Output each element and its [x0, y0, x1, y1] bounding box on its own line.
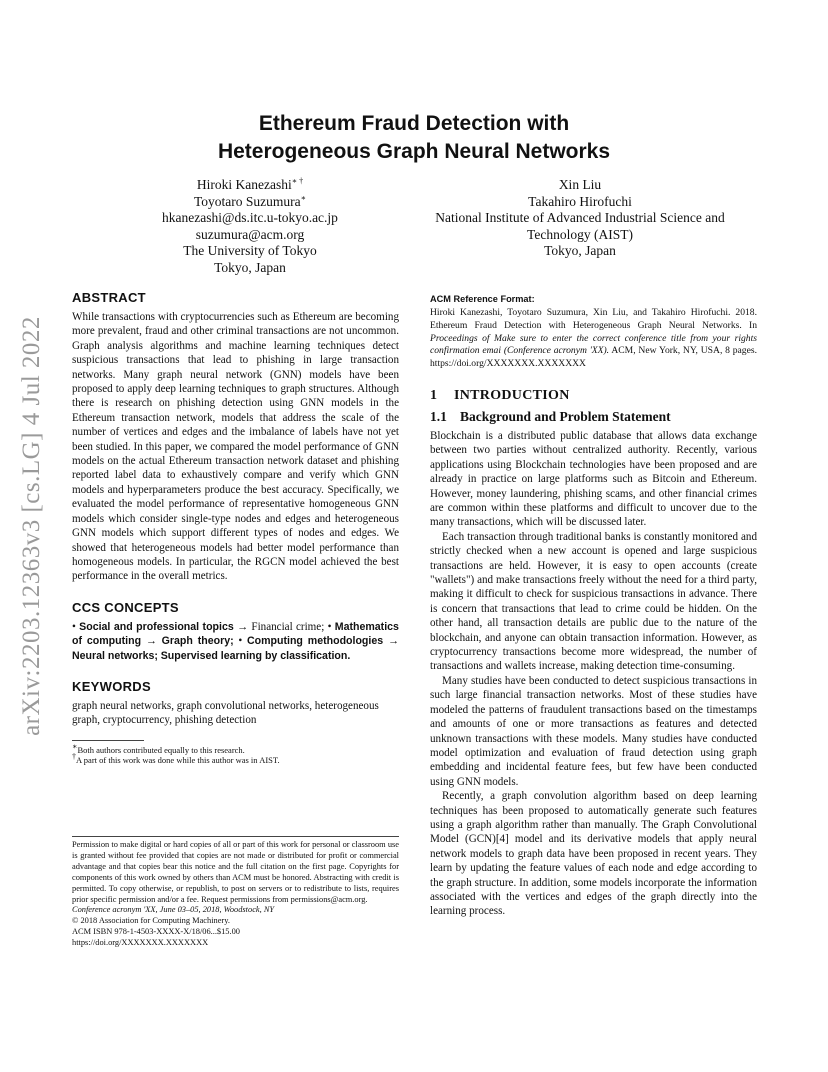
author-liu: Xin Liu: [558, 177, 602, 192]
keywords-text: graph neural networks, graph convolutional networks, heterogeneous graph, cryptocurrency, phishing detection: [72, 699, 379, 727]
ccs-term: Computing methodologies: [246, 635, 384, 648]
author-kanezashi: Hiroki Kanezashi: [196, 177, 292, 192]
author-hirofuchi: Takahiro Hirofuchi: [528, 193, 632, 209]
author-affiliation: National Institute of Advanced Industrial Science and: [435, 210, 725, 226]
arxiv-identifier-text: arXiv:2203.12363v3 [cs.LG] 4 Jul 2022: [18, 316, 45, 736]
subsection-number: 1.1: [430, 408, 447, 424]
author-marks: ∗ †: [291, 176, 304, 186]
footnote-text: Both authors contributed equally to this research.: [77, 744, 245, 755]
acm-reference-venue: Proceedings of Make sure to enter the correct conference title from your rights confirmation emai (Conference acronym 'XX).: [430, 332, 757, 357]
conference-info: Conference acronym 'XX, June 03–05, 2018, Woodstock, NY: [72, 905, 275, 915]
intro-paragraph-3: Many studies have been conducted to detect suspicious transactions in such large financial transaction networks. Most of these studies have modeled the patterns of fraudulent transactions based on the timestamps and amounts of one or more transactions as features and detected unknown transactions with these models. Many studies have conducted model optimization and evaluation of fraud detection using graph embedding and incidental feature fees, but few have been conducted using GNN models.: [430, 674, 757, 788]
ccs-term: Social and professional topics: [79, 620, 234, 633]
ccs-term: Supervised learning by classification: [160, 649, 348, 662]
footnote-mark: ∗: [72, 741, 78, 751]
ccs-concepts: [72, 620, 399, 663]
bullet: •: [327, 620, 332, 633]
author-affiliation: Technology (AIST): [527, 226, 633, 242]
arxiv-identifier: [8, 296, 56, 756]
ccs-term: Neural networks;: [72, 649, 158, 662]
author-email: hkanezashi@ds.itc.u-tokyo.ac.jp: [162, 210, 338, 226]
section-number: 1: [430, 387, 438, 403]
left-column: [72, 290, 399, 766]
author-location: Tokyo, Japan: [214, 259, 286, 275]
permission-block: [72, 836, 399, 949]
doi-link[interactable]: https://doi.org/XXXXXXX.XXXXXXX: [72, 938, 209, 948]
footnote-1: [72, 741, 399, 756]
copyright-line: © 2018 Association for Computing Machinery.: [72, 916, 230, 926]
author-affiliation: The University of Tokyo: [183, 243, 317, 259]
paper-title-line-1: Ethereum Fraud Detection with: [258, 112, 570, 135]
section-heading-introduction: [430, 387, 757, 405]
author-block-aist: [420, 177, 740, 260]
keywords-heading: KEYWORDS: [72, 678, 151, 694]
acm-reference-part: Hiroki Kanezashi, Toyotaro Suzumura, Xin Liu, and Takahiro Hirofuchi. 2018. Ethereum Fraud Detection with Heterogeneous Graph Neural Networks. In: [430, 307, 757, 331]
permission-text: Permission to make digital or hard copies of all or part of this work for personal or classroom use is granted without fee provided that copies are not made or distributed for profit or commercial advantage and that copies bear this notice and the full citation on the first page. Copyrights for components of this work owned by others than ACM must be honored. Abstracting with credit is permitted. To copy otherwise, or republish, to post on servers or to redistribute to lists, requires prior specific permission and/or a fee. Request permissions from permissions@acm.org.: [72, 840, 399, 904]
ccs-term: Financial crime;: [251, 620, 325, 633]
permission-rule: [72, 836, 399, 837]
section-title: INTRODUCTION: [454, 387, 570, 403]
arrow: →: [237, 620, 249, 633]
footnote-mark: †: [72, 752, 76, 762]
paper-title: [0, 110, 828, 166]
arrow: →: [145, 635, 157, 648]
author-location: Tokyo, Japan: [544, 243, 616, 259]
isbn-line: ACM ISBN 978-1-4503-XXXX-X/18/06...$15.00: [72, 927, 240, 937]
arrow: →: [387, 635, 399, 648]
ccs-term: Graph theory;: [161, 635, 234, 648]
right-column: [430, 293, 757, 919]
author-email: suzumura@acm.org: [195, 226, 305, 242]
author-name: [160, 177, 340, 194]
bullet: •: [72, 620, 76, 633]
abstract-text: While transactions with cryptocurrencies such as Ethereum are becoming more prevalent, fraud and other criminal transactions are not uncommon. Graph analysis algorithms and machine learning techniques detect suspicious transactions that lead to phishing in large transaction networks. Many graph neural network (GNN) models have been proposed to apply deep learning techniques to graph structures. Although there is research on phishing detection using GNN models in the Ethereum transaction network, models that address the scale of the number of vertices and edges and the imbalance of labels have not yet been studied. In this paper, we compared the model performance of GNN models on the actual Ethereum transaction network dataset and phishing reported label data to exhaustively compare and verify which GNN models and hyperparameters produce the best accuracy. Specifically, we evaluated the model performance of representative homogeneous GNN models which consider single-type nodes and edges and heterogeneous GNN models which support different types of nodes and edges. We showed that heterogeneous models had better model performance than homogeneous models. In particular, the RGCN model achieved the best performance in the overall metrics.: [72, 311, 399, 583]
author-name: [160, 194, 340, 211]
period: .: [347, 649, 351, 662]
bullet: •: [238, 635, 243, 648]
footnote-text: A part of this work was done while this author was in AIST.: [76, 755, 280, 766]
acm-reference-part: ACM, New York, NY, USA, 8 pages. https://doi.org/XXXXXXX.XXXXXXX: [430, 345, 757, 370]
ccs-term: Mathematics of computing: [72, 620, 399, 648]
ccs-heading: CCS CONCEPTS: [72, 599, 179, 615]
intro-paragraph-4: Recently, a graph convolution algorithm based on deep learning techniques has been proposed to automatically generate such features using a graph algorithm rather than manually. The Graph Convolutional Model (GCN)[4] model and its derivative models that apply neural network models to graph data have been proposed in recent years. They learn by updating the feature values of each node and edge according to the graph structure. In addition, some models incorporate the information associated with the vertices and edges of the graph directly into the learning process.: [430, 790, 757, 918]
subsection-title: Background and Problem Statement: [460, 408, 671, 424]
abstract-heading: ABSTRACT: [72, 290, 146, 305]
footnote-rule: [72, 740, 144, 741]
subsection-heading-background: [430, 408, 757, 426]
intro-paragraph-1: Blockchain is a distributed public database that allows data exchange between two parties without centralized authority. Recently, various applications using Blockchain technologies have been proposed and are already in practice on large platforms such as Bitcoin and Ethereum. However, money laundering, phishing scams, and other financial crimes are common within these platforms and difficult to uncover due to the many transactions, which will be discussed later.: [430, 429, 757, 529]
intro-paragraph-2: Each transaction through traditional banks is constantly monitored and strictly checked when a new account is opened and large suspicious transactions are held. However, it is easy to open accounts (create "wallets") and make transactions freely without the need for a third party, making it difficult to check for suspicious transactions in advance. There is concern that transactions that lead to crime could be hidden. On the other hand, all transaction details are public due to the nature of the blockchain, and anyone can obtain transaction information. However, as cryptocurrency transactions become more widespread, the number of transactions and wallets increase, making detection time-consuming.: [430, 530, 757, 673]
author-marks: ∗: [300, 193, 307, 203]
author-block-tokyo: [160, 177, 340, 277]
paper-title-line-2: Heterogeneous Graph Neural Networks: [217, 140, 611, 163]
footnote-2: [72, 752, 399, 766]
acm-reference-heading: ACM Reference Format:: [430, 294, 535, 304]
author-suzumura: Toyotaro Suzumura: [193, 193, 301, 209]
acm-reference-text: [430, 307, 757, 371]
